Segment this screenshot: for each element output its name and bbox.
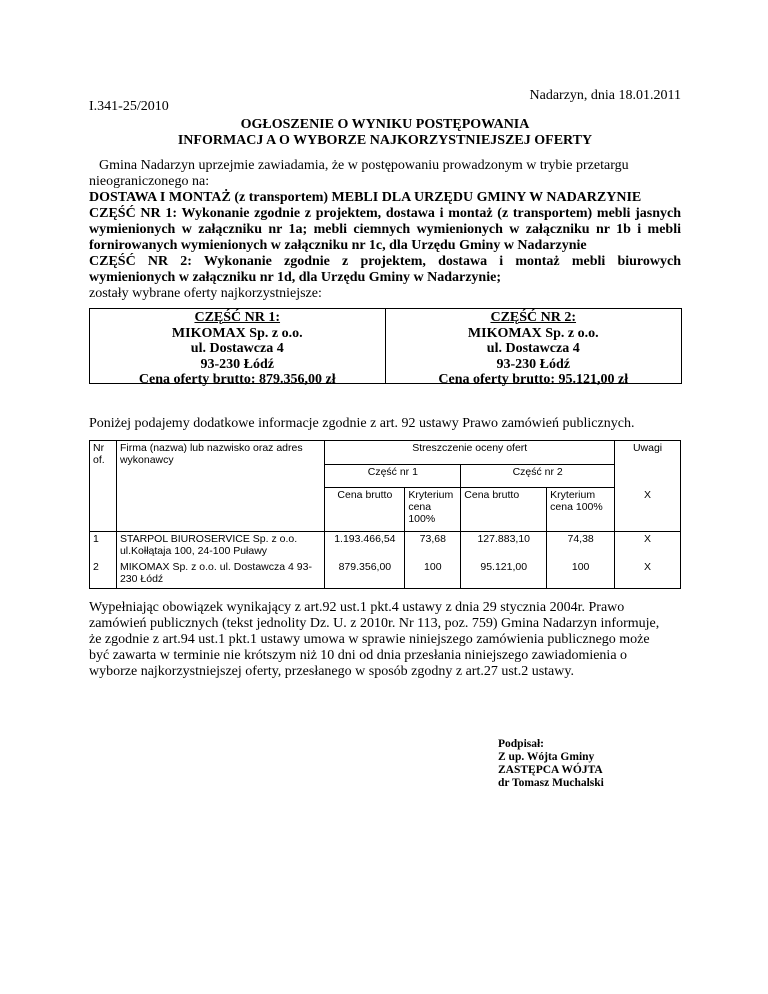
place-date: Nadarzyn, dnia 18.01.2011	[529, 88, 681, 103]
signature-block	[498, 738, 688, 790]
winning-offers-box	[89, 308, 682, 387]
winner-heading: CZĘŚĆ NR 2:	[490, 310, 577, 325]
header-remarks-spacer	[615, 464, 681, 488]
row-nr: 2	[90, 560, 117, 589]
procurement-subject	[89, 190, 681, 286]
legal-line-3: że zgodnie z art.94 ust.1 pkt.1 ustawy umowa w sprawie niniejszego zamówienia publicznego może	[89, 632, 650, 647]
header-summary: Streszczenie oceny ofert	[325, 441, 615, 465]
legal-line-5: wyborze najkorzystniejszej oferty, przesłanego w sposób zgodny z art.27 ust.2 ustawy.	[89, 664, 574, 679]
offer-evaluation-table	[89, 440, 681, 589]
row-score-1: 100	[405, 560, 461, 589]
row-firm: MIKOMAX Sp. z o.o. ul. Dostawcza 4 93-230 Łódź	[116, 560, 324, 589]
part1-desc-b: wymienionych w załączniku nr 1a; mebli ciemnych wymienionych w załączniku nr 1b i mebli	[89, 222, 681, 237]
winner-company: MIKOMAX Sp. z o.o.	[467, 325, 599, 341]
signature-label: Podpisał:	[498, 738, 545, 750]
intro-line-1: Gmina Nadarzyn uprzejmie zawiadamia, że w postępowaniu prowadzonym w trybie przetargu	[99, 158, 629, 173]
winner-street: ul. Dostawcza 4	[486, 341, 580, 356]
subject-line: DOSTAWA I MONTAŻ (z transportem) MEBLI DLA URZĘDU GMINY W NADARZYNIE	[89, 190, 642, 205]
row-price-2: 95.121,00	[461, 560, 547, 589]
header-part-1: Część nr 1	[325, 464, 461, 488]
title-line-2: INFORMACJ A O WYBORZE NAJKORZYSTNIEJSZEJ OFERTY	[177, 133, 593, 148]
intro-closing: zostały wybrane oferty najkorzystniejsze:	[89, 286, 322, 301]
header-remarks: Uwagi	[615, 441, 681, 465]
header-part-2: Część nr 2	[461, 464, 615, 488]
signature-name: dr Tomasz Muchalski	[498, 777, 604, 789]
winner-part-2	[386, 309, 682, 387]
winner-city: 93-230 Łódź	[200, 356, 274, 372]
row-price-1: 879.356,00	[325, 560, 405, 589]
header-criterion-1: Kryterium cena 100%	[405, 488, 461, 532]
intro-paragraph	[89, 158, 681, 302]
legal-notice-paragraph	[89, 600, 681, 680]
winner-part-1	[90, 309, 386, 387]
row-price-1: 1.193.466,54	[325, 532, 405, 561]
title-line-1: OGŁOSZENIE O WYNIKU POSTĘPOWANIA	[240, 117, 530, 132]
table-row	[90, 560, 681, 589]
winner-company: MIKOMAX Sp. z o.o.	[171, 325, 303, 341]
winner-street: ul. Dostawcza 4	[190, 341, 284, 356]
row-firm: STARPOL BIUROSERVICE Sp. z o.o. ul.Kołłątaja 100, 24-100 Puławy	[116, 532, 324, 561]
part1-desc-c: fornirowanych wymienionych w załączniku nr 1c, dla Urzędu Gminy w Nadarzynie	[89, 238, 587, 253]
winner-price: Cena oferty brutto: 879.356,00 zł	[138, 372, 336, 387]
part2-desc-a: CZĘŚĆ NR 2: Wykonanie zgodnie z projektem, dostawa i montaż mebli biurowych	[89, 254, 681, 269]
reference-number: I.341-25/2010	[89, 99, 169, 114]
signature-role: ZASTĘPCA WÓJTA	[498, 764, 603, 776]
header-nr: Nr of.	[90, 441, 117, 532]
header-firm: Firma (nazwa) lub nazwisko oraz adres wykonawcy	[116, 441, 324, 532]
header-x: X	[615, 488, 681, 532]
legal-line-1: Wypełniając obowiązek wynikający z art.92 ust.1 pkt.4 ustawy z dnia 29 stycznia 2004r. Prawo	[89, 600, 625, 615]
winner-price: Cena oferty brutto: 95.121,00 zł	[438, 372, 629, 387]
intro-line-2: nieograniczonego na:	[89, 174, 210, 189]
additional-info-line: Poniżej podajemy dodatkowe informacje zgodnie z art. 92 ustawy Prawo zamówień publicznych.	[89, 416, 635, 431]
row-nr: 1	[90, 532, 117, 561]
row-score-1: 73,68	[405, 532, 461, 561]
legal-line-2: zamówień publicznych (tekst jednolity Dz. U. z 2010r. Nr 113, poz. 759) Gmina Nadarzyn informuje,	[89, 616, 660, 631]
row-score-2: 74,38	[547, 532, 615, 561]
header-price-1: Cena brutto	[325, 488, 405, 532]
row-remark: X	[615, 560, 681, 589]
header-criterion-2: Kryterium cena 100%	[547, 488, 615, 532]
signature-authority: Z up. Wójta Gminy	[498, 751, 595, 763]
part2-desc-b: wymienionych w załączniku nr 1d, dla Urzędu Gminy w Nadarzynie;	[89, 270, 501, 285]
legal-line-4: być zawarta w terminie nie krótszym niż 10 dni od dnia przesłania niniejszego zawiadomienia o	[89, 648, 628, 663]
winner-city: 93-230 Łódź	[496, 356, 570, 372]
part1-desc-a: CZĘŚĆ NR 1: Wykonanie zgodnie z projektem, dostawa i montaż (z transportem) mebli jasnych	[89, 206, 681, 221]
header-price-2: Cena brutto	[461, 488, 547, 532]
table-header-row-1	[90, 441, 681, 465]
document-title	[89, 117, 681, 149]
winner-heading: CZĘŚĆ NR 1:	[194, 310, 281, 325]
row-remark: X	[615, 532, 681, 561]
row-price-2: 127.883,10	[461, 532, 547, 561]
row-score-2: 100	[547, 560, 615, 589]
table-row	[90, 532, 681, 561]
